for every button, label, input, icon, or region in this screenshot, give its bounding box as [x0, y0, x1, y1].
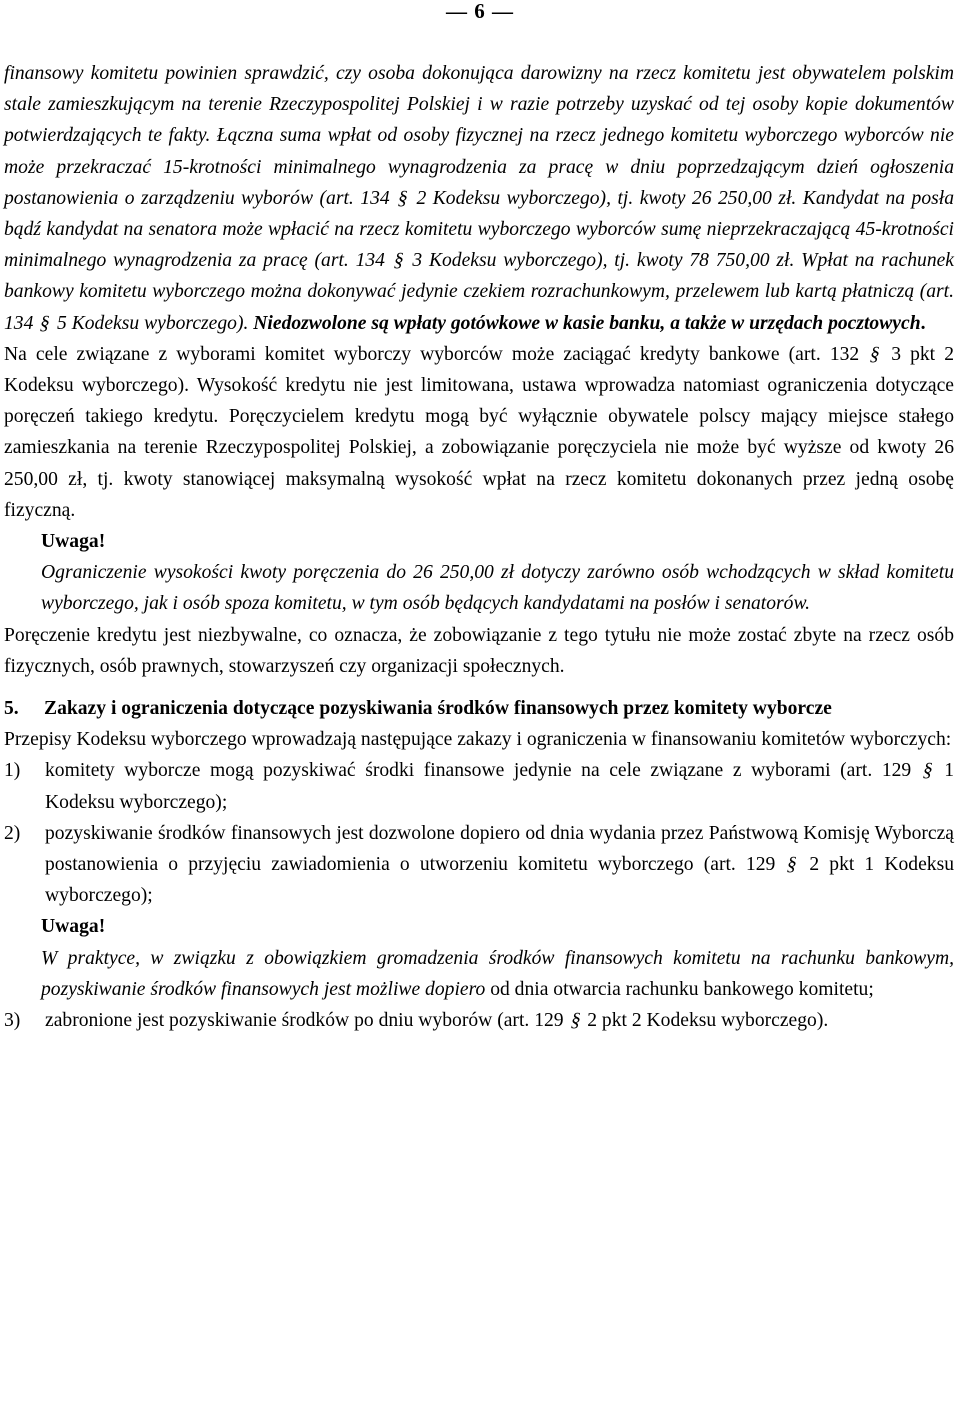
list-item-text: 2 pkt 2 Kodeksu wyborczego).	[587, 1010, 829, 1032]
emphasis-text-end: .	[920, 312, 926, 334]
note-text-plain: od dnia otwarcia rachunku bankowego komitetu;	[490, 978, 874, 1000]
note-label: Uwaga!	[41, 916, 106, 938]
paragraph-bank-credits	[4, 339, 954, 526]
list-item-text: zabronione jest pozyskiwanie środków po dniu wyborów (art. 129	[45, 1010, 564, 1032]
list-item	[4, 1005, 954, 1036]
list-item-number: 1)	[4, 760, 21, 782]
section-sign: §	[568, 1010, 583, 1032]
page-number: — 6 —	[446, 0, 514, 23]
paragraph-text: 2 Kodeksu wyborczego), tj. kwoty 26 250,00 zł. Kandydat na posła bądź kandydat na senatora może wpłacić na rzecz komitetu wyborczego wyborców sumę nieprzekraczającą 45-krotności minimalnego wynagrodzenia za pracę (art. 134	[4, 187, 954, 272]
section-title: Zakazy i ograniczenia dotyczące pozyskiwania środków finansowych przez komitety wyborcze	[44, 698, 832, 720]
document-body	[4, 58, 954, 1036]
paragraph-text: 5 Kodeksu wyborczego).	[57, 312, 249, 334]
list-item-number: 3)	[4, 1010, 21, 1032]
section-sign: §	[38, 312, 53, 334]
paragraph-donations-limits	[4, 58, 954, 339]
note-text	[41, 943, 954, 1005]
section-number: 5.	[4, 698, 19, 720]
list-item-number: 2)	[4, 822, 21, 844]
emphasis-text: Niedozwolone są wpłaty gotówkowe w kasie banku, a także w urzędach pocztowych	[253, 312, 921, 334]
section-sign: §	[920, 760, 935, 782]
list-item-text: pozyskiwanie środków finansowych jest dozwolone dopiero od dnia wydania przez Państwową Komisję Wyborczą postanowienia o przyjęciu zawiadomienia o utworzeniu komitetu wyborczego (art. 129	[45, 822, 954, 876]
paragraph-guarantee: Poręczenie kredytu jest niezbywalne, co oznacza, że zobowiązanie z tego tytułu nie może zostać zbyte na rzecz osób fizycznych, osób prawnych, stowarzyszeń czy organizacji społecznych.	[4, 624, 954, 677]
paragraph-text: 3 pkt 2 Kodeksu wyborczego). Wysokość kredytu nie jest limitowana, ustawa wprowadza natomiast ograniczenia dotyczące poręczeń takiego kredytu. Poręczycielem kredytu mogą być wyłącznie obywatele polscy mający miejsce stałego zamieszkania na terenie Rzeczypospolitej Polskiej, a zobowiązanie poręczyciela nie może być wyższe od kwoty 26 250,00 zł, tj. kwoty stanowiącej maksymalną wysokość wpłat na rzecz komitetu dokonanych przez jedną osobę fizyczną.	[4, 343, 954, 521]
list-item	[4, 755, 954, 817]
section-sign: §	[391, 250, 406, 272]
list-item-text: 2 pkt 1 Kodeksu wyborczego);	[45, 854, 954, 907]
section-sign: §	[868, 343, 883, 365]
section-sign: §	[395, 187, 411, 209]
section-sign: §	[785, 854, 800, 876]
paragraph-text: 3 Kodeksu wyborczego), tj. kwoty 78 750,00 zł. Wpłat na rachunek bankowy komitetu wyborczego można dokonywać jedynie czekiem rozrachunkowym, przelewem lub kartą płatniczą (art. 134	[4, 250, 955, 334]
note-label: Uwaga!	[41, 531, 106, 553]
paragraph-text: finansowy komitetu powinien sprawdzić, czy osoba dokonująca darowizny na rzecz komitetu jest obywatelem polskim stale zamieszkującym na terenie Rzeczypospolitej Polskiej i w razie potrzeby uzyskać od tej osoby kopie dokumentów potwierdzających te fakty. Łączna suma wpłat od osoby fizycznej na rzecz jednego komitetu wyborczego wyborców nie może przekraczać 15-krotności minimalnego wynagrodzenia za pracę w dniu poprzedzającym dzień ogłoszenia postanowienia o zarządzeniu wyborów (art. 134	[4, 63, 954, 209]
note-text-italic: W praktyce, w związku z obowiązkiem gromadzenia środków finansowych komitetu na rachunku bankowym, pozyskiwanie środków finansowych jest możliwe dopiero	[41, 947, 954, 1000]
list-item-text: komitety wyborcze mogą pozyskiwać środki finansowe jedynie na cele związane z wyborami (art. 129	[45, 760, 912, 782]
paragraph-text: Na cele związane z wyborami komitet wyborczy wyborców może zaciągać kredyty bankowe (art. 132	[4, 343, 860, 365]
paragraph-intro-list: Przepisy Kodeksu wyborczego wprowadzają następujące zakazy i ograniczenia w finansowaniu komitetów wyborczych:	[4, 729, 952, 751]
section-heading	[4, 693, 954, 724]
list-item	[4, 818, 954, 912]
note-text: Ograniczenie wysokości kwoty poręczenia do 26 250,00 zł dotyczy zarówno osób wchodzących w skład komitetu wyborczego, jak i osób spoza komitetu, w tym osób będących kandydatami na posłów i senatorów.	[41, 562, 954, 615]
list-item-text: 1 Kodeksu wyborczego);	[45, 760, 954, 813]
